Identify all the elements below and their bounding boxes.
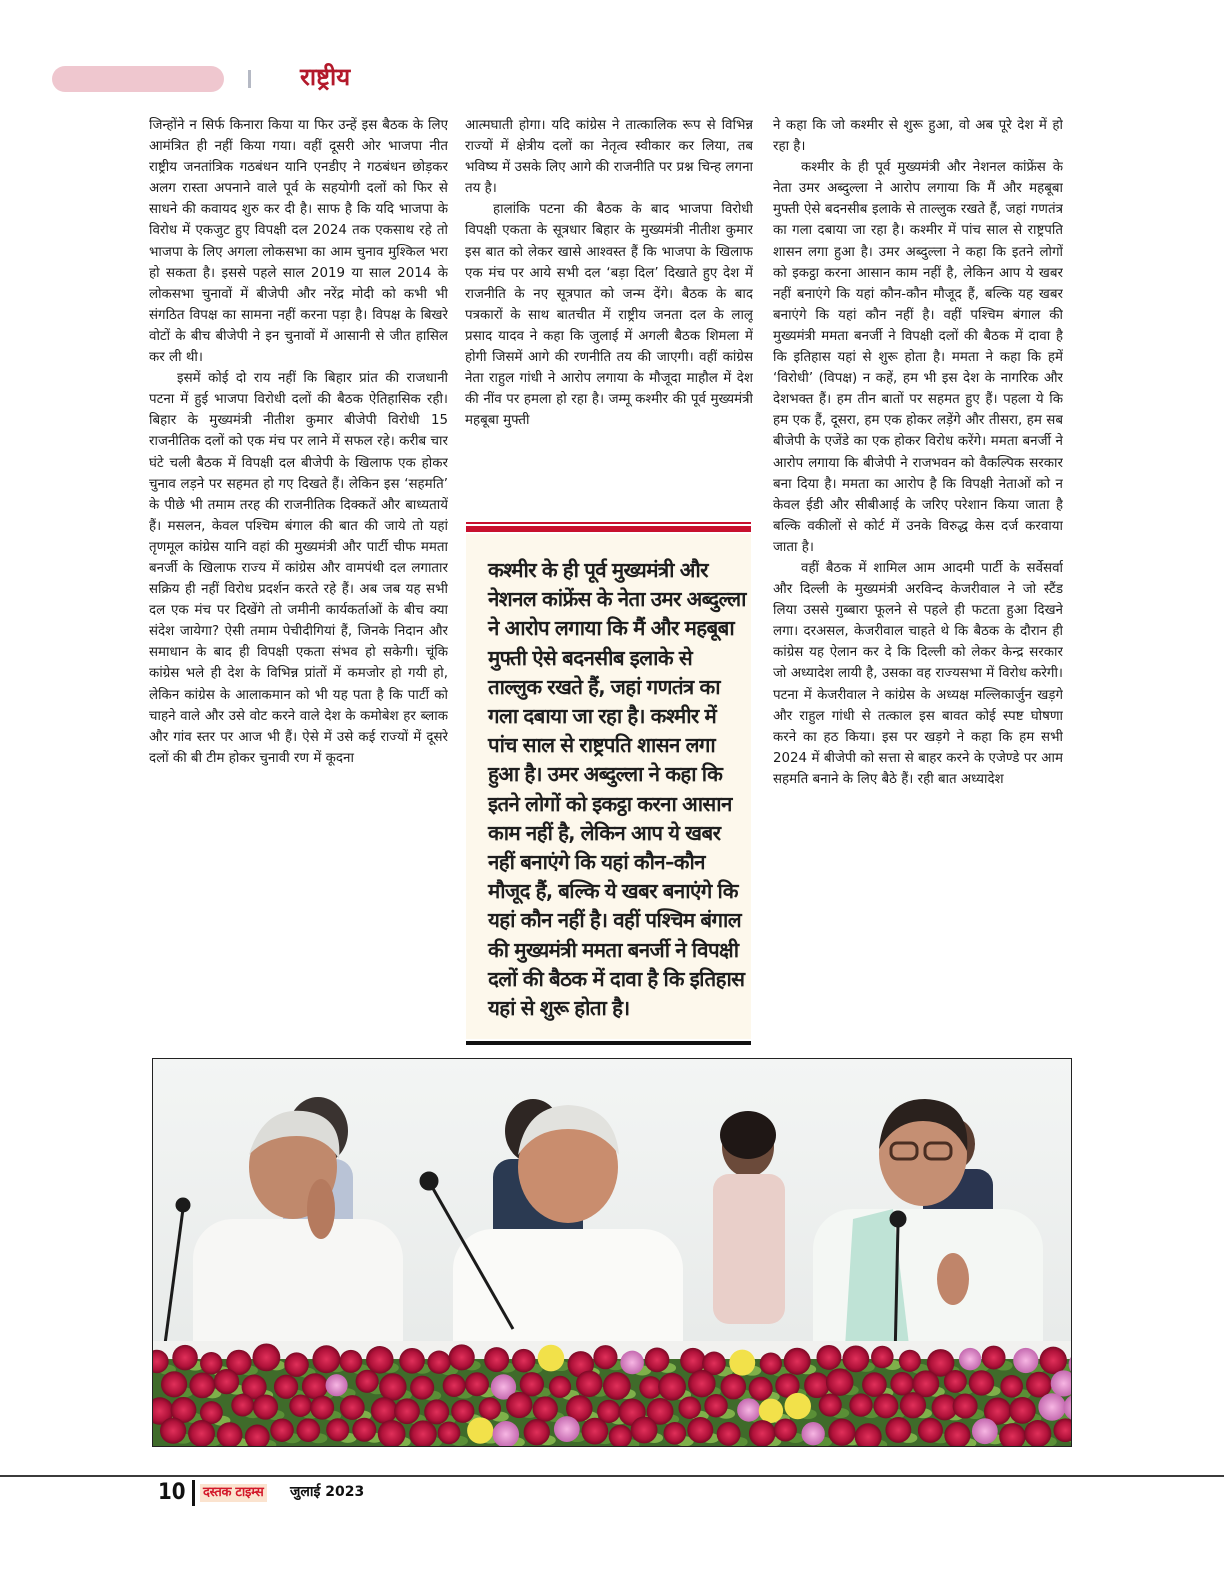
flower <box>620 1351 644 1375</box>
flower <box>816 1345 841 1370</box>
flower <box>593 1345 617 1369</box>
flower <box>774 1418 797 1441</box>
publication-logo: दस्तक टाइम्स <box>200 1484 267 1502</box>
flower <box>399 1348 425 1374</box>
flower <box>467 1417 493 1443</box>
article-paragraph: इसमें कोई दो राय नहीं कि बिहार प्रांत की राजधानी पटना में हुई भाजपा विरोधी दलों की बैठक ऐतिहासिक रही। बिहार के मुख्यमंत्री नीतीश कुमार बीजेपी विरोधी 15 राजनीतिक दलों को एक मंच पर लाने में सफल रहे। करीब चार घंटे चली बैठक में विपक्षी दल बीजेपी के खिलाफ एक होकर चुनाव लड़ने पर सहमत हो गए दिखते हैं। लेकिन इस ‘सहमति’ के पीछे भी तमाम तरह की राजनीतिक दिक्कतें और बाध्यतायें हैं। मसलन, केवल पश्चिम बंगाल की बात की जाये तो यहां तृणमूल कांग्रेस यानि वहां की मुख्यमंत्री और पार्टी चीफ ममता बनर्जी के खिलाफ राज्य में कांग्रेस और वामपंथी दल लगातार सक्रिय ही नहीं विरोध प्रदर्शन करते रहे हैं। अब जब यह सभी दल एक मंच पर दिखेंगे तो जमीनी कार्यकर्ताओं के बीच क्या संदेश जायेगा? ऐसी तमाम पेचीदीगियां हैं, जिनके निदान और समाधान के बाद ही विपक्षी एकता संभव हो सकेगी। चूंकि कांग्रेस भले ही देश के विभिन्न प्रांतों में कमजोर हो गयी हो, लेकिन कांग्रेस के आलाकमान को भी यह पता है कि पार्टी को चाहने वाले और उसे वोट करने वाले देश के कमोबेश हर ब्लाक और गांव स्तर पर आज भी हैं। ऐसे में उसे कई राज्यों में दूसरे दलों की बी टीम होकर चुनावी रण में कूदना <box>149 371 448 766</box>
flower <box>479 1397 501 1419</box>
flower <box>312 1345 340 1373</box>
flower <box>484 1347 509 1372</box>
flower <box>873 1394 898 1419</box>
flower <box>340 1395 365 1420</box>
flower <box>801 1422 824 1445</box>
flower <box>356 1370 379 1393</box>
flower <box>410 1376 434 1400</box>
flower <box>231 1394 254 1417</box>
header-decor-pill <box>52 66 224 92</box>
flower <box>785 1393 811 1419</box>
flower <box>680 1348 706 1374</box>
flower <box>274 1375 298 1399</box>
flower <box>1013 1348 1038 1373</box>
flower <box>512 1349 536 1373</box>
flower <box>427 1351 450 1374</box>
meeting-photo <box>152 1058 1072 1447</box>
article-column-2 <box>465 115 753 515</box>
flower <box>688 1370 716 1398</box>
flower <box>394 1398 420 1424</box>
flower <box>658 1373 686 1401</box>
footer-divider <box>192 1480 195 1506</box>
flower <box>379 1373 406 1400</box>
flower <box>717 1422 741 1446</box>
article-column-1 <box>149 115 448 1050</box>
flower <box>969 1370 994 1395</box>
flower <box>885 1417 911 1443</box>
flower <box>826 1368 854 1396</box>
flower <box>862 1372 887 1397</box>
flower <box>438 1421 461 1444</box>
flower <box>554 1416 580 1442</box>
flower <box>253 1394 278 1419</box>
flower <box>890 1372 913 1395</box>
flower <box>284 1352 309 1377</box>
flower <box>172 1345 198 1371</box>
flower <box>524 1419 550 1445</box>
flower <box>443 1374 466 1397</box>
footer-rule <box>0 1475 1224 1477</box>
flower <box>678 1396 701 1419</box>
article-paragraph: हालांकि पटना की बैठक के बाद भाजपा विरोधी विपक्षी एकता के सूत्रधार बिहार के मुख्यमंत्री नीतीश कुमार इस बात को लेकर खासे आश्वस्त हैं कि भाजपा के खिलाफ एक मंच पर आये सभी दल ‘बड़ा दिल’ दिखाते हुए देश में राजनीति के नए सूत्रपात को जन्म देंगे। बैठक के बाद पत्रकारों के साथ बातचीत में राष्ट्रीय जनता दल के लालू प्रसाद यादव ने कहा कि जुलाई में अगली बैठक शिमला में होगी जिसमें आगे की रणनीति तय की जाएगी। वहीं कांग्रेस नेता राहुल गांधी ने आरोप लगाया के मौजूदा माहौल में देश की नींव पर हमला हो रहा है। जम्मू कश्मीर की पूर्व मुख्यमंत्री महबूबा मुफ्ती <box>465 202 753 429</box>
flower <box>252 1343 280 1371</box>
flower <box>1000 1375 1023 1398</box>
page-number: 10 <box>158 1480 186 1505</box>
flower-arrangement <box>153 1343 1071 1446</box>
flower <box>270 1418 294 1442</box>
flower <box>297 1418 321 1442</box>
pull-quote-box <box>466 534 751 1039</box>
flower <box>465 1372 489 1396</box>
flower <box>972 1418 998 1444</box>
flower <box>538 1345 565 1372</box>
flower <box>506 1392 532 1418</box>
flower <box>188 1420 215 1446</box>
flower <box>645 1348 670 1373</box>
article-paragraph: जिन्होंने न सिर्फ किनारा किया या फिर उन्हें इस बैठक के लिए आमंत्रित ही नहीं किया गया। वहीं दूसरी ओर भाजपा नीत राष्ट्रीय जनतांत्रिक गठबंधन यानि एनडीए ने गठबंधन छोड़कर अलग रास्ता अपनाने वाले पूर्व के सहयोगी दलों को फिर से साधने की कवायद शुरु कर दी है। साफ है कि यदि भाजपा के विरोध में एकजुट हुए विपक्षी दल 2024 तक एकसाथ रहे तो भाजपा के लिए अगला लोकसभा का आम चुनाव मुश्किल भरा हो सकता है। इससे पहले साल 2019 या साल 2014 के लोकसभा चुनावों में बीजेपी और नरेंद्र मोदी को कभी भी संगठित विपक्ष का सामना नहीं करना पड़ा है। विपक्ष के बिखरे वोटों के बीच बीजेपी ने इन चुनावों में आसानी से जीत हासिल कर ली थी। <box>149 118 448 366</box>
flower <box>749 1420 776 1446</box>
flower <box>549 1376 571 1398</box>
flower <box>289 1394 311 1416</box>
flower <box>663 1422 686 1445</box>
flower <box>918 1418 943 1443</box>
flower <box>582 1418 609 1445</box>
flower <box>959 1348 981 1370</box>
flower <box>214 1369 239 1394</box>
header-divider <box>248 70 251 88</box>
flower <box>953 1394 978 1419</box>
flower <box>982 1346 1006 1370</box>
flower <box>759 1399 783 1423</box>
flower <box>310 1396 334 1420</box>
article-paragraph: आत्मघाती होगा। यदि कांग्रेस ने तात्कालिक रूप से विभिन्न राज्यों में क्षेत्रीय दलों का नेतृत्व स्वीकार कर लिया, तब भविष्य में उसके लिए आगे की राजनीति पर प्रश्न चिन्ह लगना तय है। <box>465 118 753 197</box>
flower <box>160 1418 186 1444</box>
flower <box>687 1417 713 1443</box>
flower <box>849 1393 872 1416</box>
pull-quote-text: कश्मीर के ही पूर्व मुख्यमंत्री और नेशनल कांफ्रेंस के नेता उमर अब्दुल्ला ने आरोप लगाया कि मैं और महबूबा मुफ्ती ऐसे बदनसीब इलाके से ताल्लुक रखते हैं, जहां गणतंत्र का गला दबाया जा रहा है। कश्मीर में पांच साल से राष्ट्रपति शासन लगा हुआ है। उमर अब्दुल्ला ने कहा कि इतने लोगों को इकट्ठा करना आसान काम नहीं है, लेकिन आप ये खबर नहीं बनाएंगे कि यहां कौन–कौन मौजूद हैं, बल्कि ये खबर बनाएंगे कि यहां कौन नहीं है। वहीं पश्चिम बंगाल की मुख्यमंत्री ममता बनर्जी ने विपक्षी दलों की बैठक में दावा है कि इतिहास यहां से शुरू होता है। <box>488 558 746 1021</box>
flower <box>352 1418 376 1442</box>
article-column-3 <box>773 115 1063 1050</box>
flower <box>366 1346 394 1374</box>
flower <box>784 1348 811 1375</box>
flower <box>1038 1393 1066 1421</box>
section-title: राष्ट्रीय <box>300 63 351 91</box>
flower <box>704 1394 727 1417</box>
flower <box>371 1397 397 1423</box>
flower <box>603 1372 631 1400</box>
flower <box>899 1350 921 1372</box>
flower <box>721 1374 747 1400</box>
issue-date: जुलाई 2023 <box>290 1484 365 1500</box>
flower <box>449 1344 475 1370</box>
flower <box>576 1371 602 1397</box>
flower <box>302 1373 328 1399</box>
flower <box>200 1352 222 1374</box>
flower <box>749 1377 773 1401</box>
flower <box>944 1370 967 1393</box>
flower <box>1009 1397 1036 1424</box>
flower <box>1024 1420 1051 1446</box>
flower <box>1040 1347 1067 1374</box>
flower <box>451 1400 474 1423</box>
flower <box>326 1374 348 1396</box>
flower <box>760 1353 782 1375</box>
flower <box>326 1418 349 1441</box>
flower <box>737 1398 760 1421</box>
flower <box>339 1350 362 1373</box>
flower <box>1026 1372 1052 1398</box>
flower <box>804 1372 830 1398</box>
flower <box>729 1350 755 1376</box>
flower <box>828 1419 855 1446</box>
flower <box>819 1394 842 1417</box>
pull-quote-rule-thick <box>466 526 751 532</box>
flower <box>871 1346 894 1369</box>
pull-quote-rule-bottom <box>466 1041 751 1045</box>
pull-quote-rule-thin <box>466 522 751 524</box>
flower <box>189 1372 215 1398</box>
flower <box>842 1345 869 1372</box>
meeting-photo-illustration <box>153 1059 1071 1446</box>
article-paragraph: वहीं बैठक में शामिल आम आदमी पार्टी के सर्वेसर्वा और दिल्ली के मुख्यमंत्री अरविन्द केजरीवाल ने जो स्टैंड लिया उससे गुब्बारा फूलने से पहले ही फटता हुआ दिखने लगा। दरअसल, केजरीवाल चाहते थे कि बैठक के दौरान ही कांग्रेस यह ऐलान कर दे कि दिल्ली को लेकर केन्द्र सरकार जो अध्यादेश लायी है, उसका वह राज्यसभा में विरोध करेगी। पटना में केजरीवाल ने कांग्रेस के अध्यक्ष मल्लिकार्जुन खड़गे और राहुल गांधी से तत्काल इस बावत कोई स्पष्ट घोषणा करने का हठ किया। इस पर खड़गे ने कहा कि हम सभी 2024 में बीजेपी को सत्ता से बाहर करने के एजेण्डे पर आम सहमति बनाने के लिए बैठे हैं। रही बात अध्यादेश <box>773 560 1063 787</box>
flower <box>631 1417 658 1444</box>
article-paragraph: ने कहा कि जो कश्मीर से शुरू हुआ, वो अब पूरे देश में हो रहा है। <box>773 118 1063 155</box>
flower <box>900 1392 926 1418</box>
flower <box>533 1396 558 1421</box>
flower <box>424 1399 449 1424</box>
flower <box>161 1371 187 1397</box>
article-paragraph: कश्मीर के ही पूर्व मुख्यमंत्री और नेशनल कांफ्रेंस के नेता उमर अब्दुल्ला ने आरोप लगाया कि मैं और महबूबा मुफ्ती ऐसे बदनसीब इलाके से ताल्लुक रखते हैं, जहां गणतंत्र का गला दबाया जा रहा है। कश्मीर में पांच साल से राष्ट्रपति शासन लगा हुआ है। उमर अब्दुल्ला ने कहा कि इतने लोगों को इकट्ठा करना आसान काम नहीं है, लेकिन आप ये खबर नहीं बनाएंगे कि यहां कौन-कौन मौजूद हैं, बल्कि यह खबर बनाएंगे कि यहां कौन नहीं है। वहीं पश्चिम बंगाल की मुख्यमंत्री ममता बनर्जी ने विपक्षी दलों की बैठक में दावा है कि इतिहास यहां से शुरू होता है। ममता ने कहा कि हमें ‘विरोधी’ (विपक्ष) न कहें, हम भी इस देश के नागरिक और देशभक्त हैं। हम तीन बातों पर सहमत हुए हैं। पहला ये कि हम एक हैं, दूसरा, हम एक होकर लड़ेंगे और तीसरा, हम सब बीजेपी के एजेंडे का एक होकर विरोध करेंगे। ममता बनर्जी ने आरोप लगाया कि बीजेपी ने राजभवन को वैकल्पिक सरकार बना दिया है। ममता का आरोप है कि विपक्षी नेताओं को न केवल ईडी और सीबीआई के जरिए परेशान किया जाता है बल्कि वकीलों से कोर्ट में उनके विरुद्ध केस दर्ज करवाया जाता है। <box>773 160 1063 555</box>
